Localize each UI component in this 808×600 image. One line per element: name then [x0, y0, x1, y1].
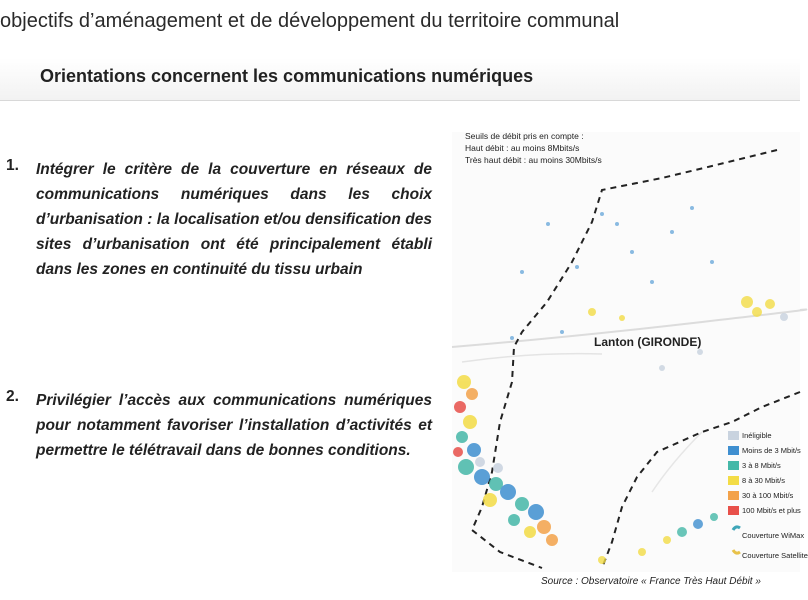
threshold-high: Haut débit : au moins 8Mbits/s — [465, 143, 580, 153]
legend-label: Couverture WiMax — [742, 531, 805, 540]
legend-swatch — [728, 491, 739, 500]
legend-swatch — [728, 446, 739, 455]
objective-2-text: Privilégier l’accès aux communications numériques pour notamment favoriser l’installation d’activités et permettre le télétravail dans de bonnes conditions. — [36, 392, 432, 459]
objective-2-number: 2. — [6, 388, 19, 405]
legend-label: 100 Mbit/s et plus — [742, 506, 801, 515]
legend-swatch — [728, 506, 739, 515]
map-place-label: Lanton (GIRONDE) — [594, 335, 702, 349]
objective-1-number: 1. — [6, 157, 19, 174]
threshold-title: Seuils de débit pris en compte : — [465, 131, 584, 141]
section-title: Orientations concernent les communications numériques — [40, 66, 534, 86]
document-title: objectifs d’aménagement et de développement du territoire communal — [0, 10, 620, 32]
legend-item — [728, 488, 800, 503]
legend-label: Couverture Satellite — [742, 551, 808, 560]
legend-swatch — [728, 431, 739, 440]
legend-item — [728, 473, 800, 488]
legend-label: Moins de 3 Mbit/s — [742, 446, 801, 455]
objective-1-text: Intégrer le critère de la couverture en réseaux de communications numériques dans les choix d’urbanisation : la localisation et/ou densification des sites d’urbanisation ont été principalement établi dans les zones en continuité du tissu urbain — [36, 161, 432, 278]
legend-label: Inéligible — [742, 431, 772, 440]
legend-label: 3 à 8 Mbit/s — [742, 461, 781, 470]
legend-item-satellite — [728, 548, 808, 563]
threshold-very-high: Très haut débit : au moins 30Mbits/s — [465, 155, 602, 165]
map-thresholds — [465, 130, 602, 166]
legend-label: 30 à 100 Mbit/s — [742, 491, 794, 500]
legend-label: 8 à 30 Mbit/s — [742, 476, 785, 485]
source-caption: Source : Observatoire « France Très Haut Débit » — [541, 576, 761, 587]
legend-item — [728, 458, 800, 473]
legend-item-wimax — [728, 528, 805, 543]
legend-swatch — [728, 476, 739, 485]
map-legend — [728, 428, 808, 563]
legend-swatch — [728, 461, 739, 470]
legend-item — [728, 443, 800, 458]
legend-item — [728, 503, 800, 518]
legend-item — [728, 428, 800, 443]
